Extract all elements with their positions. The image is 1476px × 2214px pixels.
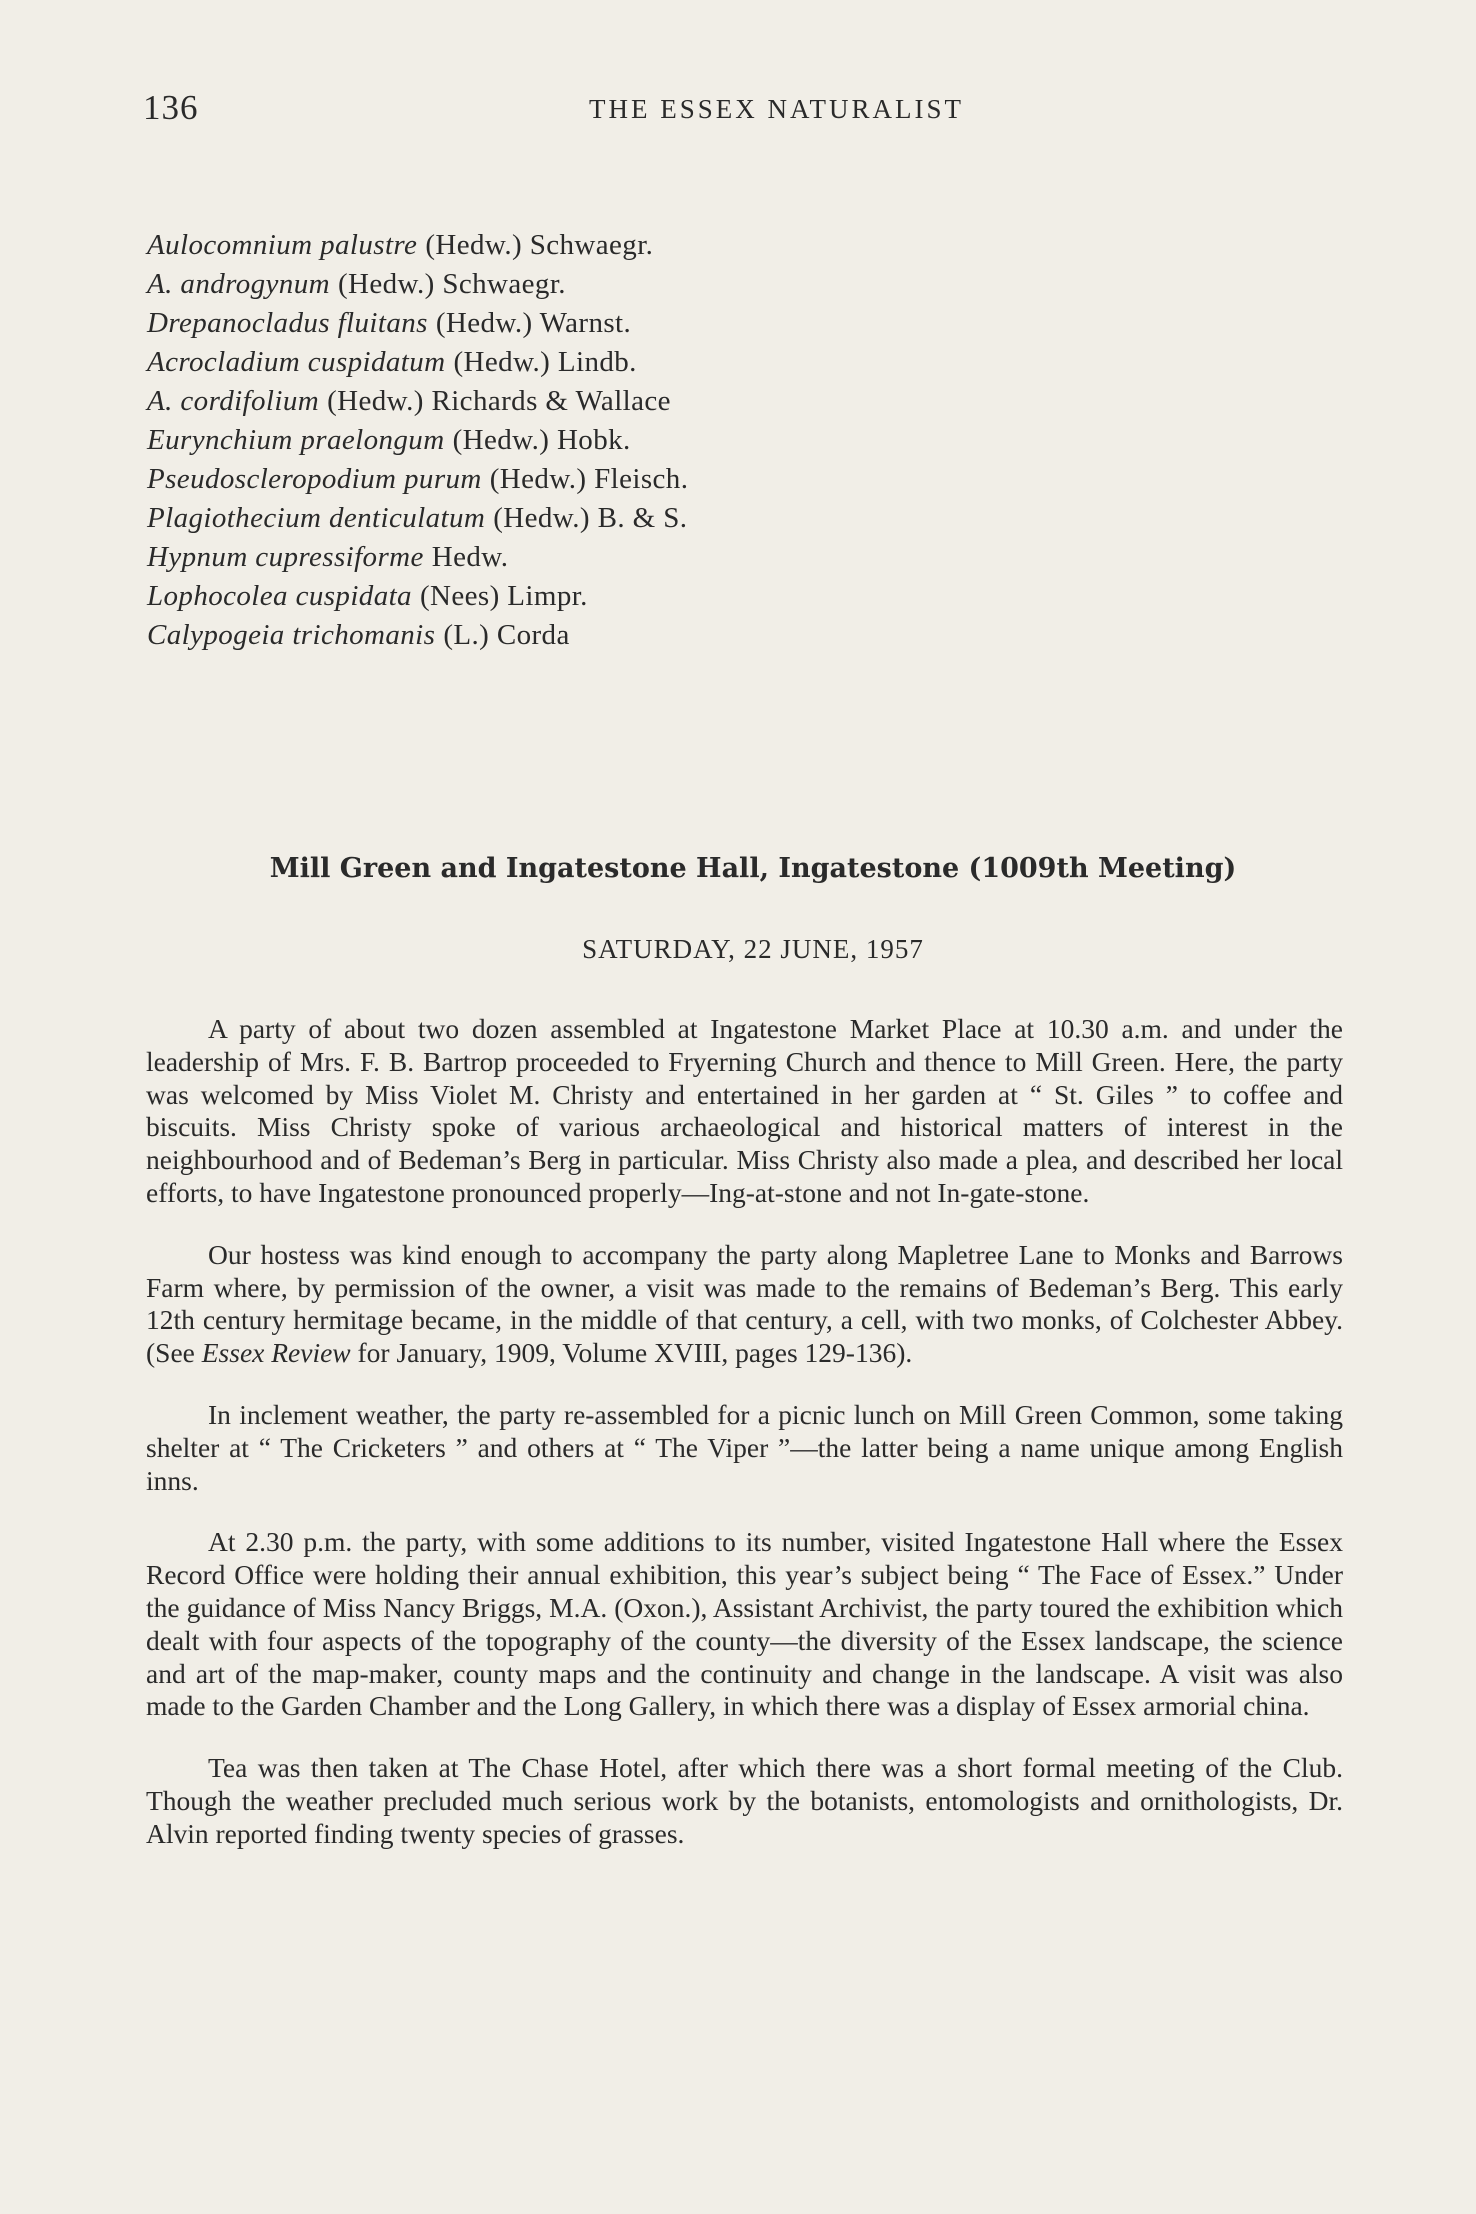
paragraph: At 2.30 p.m. the party, with some additions to its number, visited Ingatestone Hall where the Essex Record Office were holding their annual exhibition, this year’s subject being “ The Face of Essex.” Under the guidance of Miss Nancy Briggs, M.A. (Oxon.), Assistant Archivist, the party toured the exhibition which dealt with four aspects of the topography of the county—the diversity of the Essex landscape, the science and art of the map-maker, county maps and the continuity and change in the landscape. A visit was also made to the Garden Chamber and the Long Gallery, in which there was a display of Essex armorial china. xyxy=(146,1526,1343,1722)
species-name: Calypogeia trichomanis xyxy=(147,619,436,651)
running-head xyxy=(143,88,1350,138)
meeting-heading: Mill Green and Ingatestone Hall, Ingatestone (1009th Meeting) xyxy=(269,853,1237,884)
species-list xyxy=(147,226,688,655)
species-name: Pseudoscleropodium purum xyxy=(147,463,482,495)
species-authority: (Hedw.) B. & S. xyxy=(493,502,688,534)
paragraph: In inclement weather, the party re-assembled for a picnic lunch on Mill Green Common, some taking shelter at “ The Cricketers ” and others at “ The Viper ”—the latter being a name unique among English inns. xyxy=(146,1398,1343,1496)
meeting-date: SATURDAY, 22 JUNE, 1957 xyxy=(582,934,924,964)
species-item xyxy=(147,382,688,421)
species-item xyxy=(147,304,688,343)
species-item xyxy=(147,265,688,304)
species-name: Drepanocladus fluitans xyxy=(147,307,428,339)
species-name: Acrocladium cuspidatum xyxy=(147,346,446,378)
journal-title: THE ESSEX NATURALIST xyxy=(589,94,964,124)
species-item xyxy=(147,460,688,499)
species-name: Hypnum cupressiforme xyxy=(147,541,424,573)
species-authority: (Hedw.) Richards & Wallace xyxy=(327,385,671,417)
species-authority: (L.) Corda xyxy=(443,619,570,651)
paragraph xyxy=(146,1239,1343,1370)
species-name: Aulocomnium palustre xyxy=(147,229,418,261)
meeting-report xyxy=(146,1013,1343,1880)
species-authority: (Hedw.) Schwaegr. xyxy=(337,268,566,300)
species-name: A. androgynum xyxy=(147,268,330,300)
species-name: Eurynchium praelongum xyxy=(147,424,445,456)
species-authority: (Hedw.) Schwaegr. xyxy=(425,229,654,261)
paragraph-text: for January, 1909, Volume XVIII, pages 129-136). xyxy=(350,1337,913,1369)
species-item xyxy=(147,538,688,577)
species-authority: (Hedw.) Fleisch. xyxy=(489,463,689,495)
species-authority: (Hedw.) Warnst. xyxy=(435,307,632,339)
species-name: A. cordifolium xyxy=(147,385,320,417)
paragraph: Tea was then taken at The Chase Hotel, after which there was a short formal meeting of the Club. Though the weather precluded much serious work by the botanists, entomologists and ornithologists, Dr. Alvin reported finding twenty species of grasses. xyxy=(146,1752,1343,1849)
page-number: 136 xyxy=(143,88,199,127)
species-name: Lophocolea cuspidata xyxy=(147,580,412,612)
species-item xyxy=(147,616,688,655)
publication-title: Essex Review xyxy=(201,1337,351,1369)
species-name: Plagiothecium denticulatum xyxy=(147,502,486,534)
species-item xyxy=(147,421,688,460)
species-authority: (Hedw.) Hobk. xyxy=(452,424,631,456)
species-item xyxy=(147,499,688,538)
species-item xyxy=(147,577,688,616)
species-authority: (Hedw.) Lindb. xyxy=(453,346,637,378)
paragraph-text: Our hostess was kind enough to accompany the party along Mapletree Lane to Monks and Barrows Farm where, by permission of the owner, a visit was made to the remains of Bedeman’s Berg. This early 12th century hermitage became, in the middle of that century, a cell, with two monks, of Colchester Abbey. (See xyxy=(146,1238,1343,1369)
species-item xyxy=(147,343,688,382)
species-authority: Hedw. xyxy=(431,541,509,573)
species-authority: (Nees) Limpr. xyxy=(419,580,588,612)
paragraph: A party of about two dozen assembled at Ingatestone Market Place at 10.30 a.m. and under the leadership of Mrs. F. B. Bartrop proceeded to Fryerning Church and thence to Mill Green. Here, the party was welcomed by Miss Violet M. Christy and entertained in her garden at “ St. Giles ” to coffee and biscuits. Miss Christy spoke of various archaeological and historical matters of interest in the neighbourhood and of Bedeman’s Berg in particular. Miss Christy also made a plea, and described her local efforts, to have Ingatestone pronounced properly—Ing-at-stone and not In-gate-stone. xyxy=(146,1013,1343,1208)
species-item xyxy=(147,226,688,265)
